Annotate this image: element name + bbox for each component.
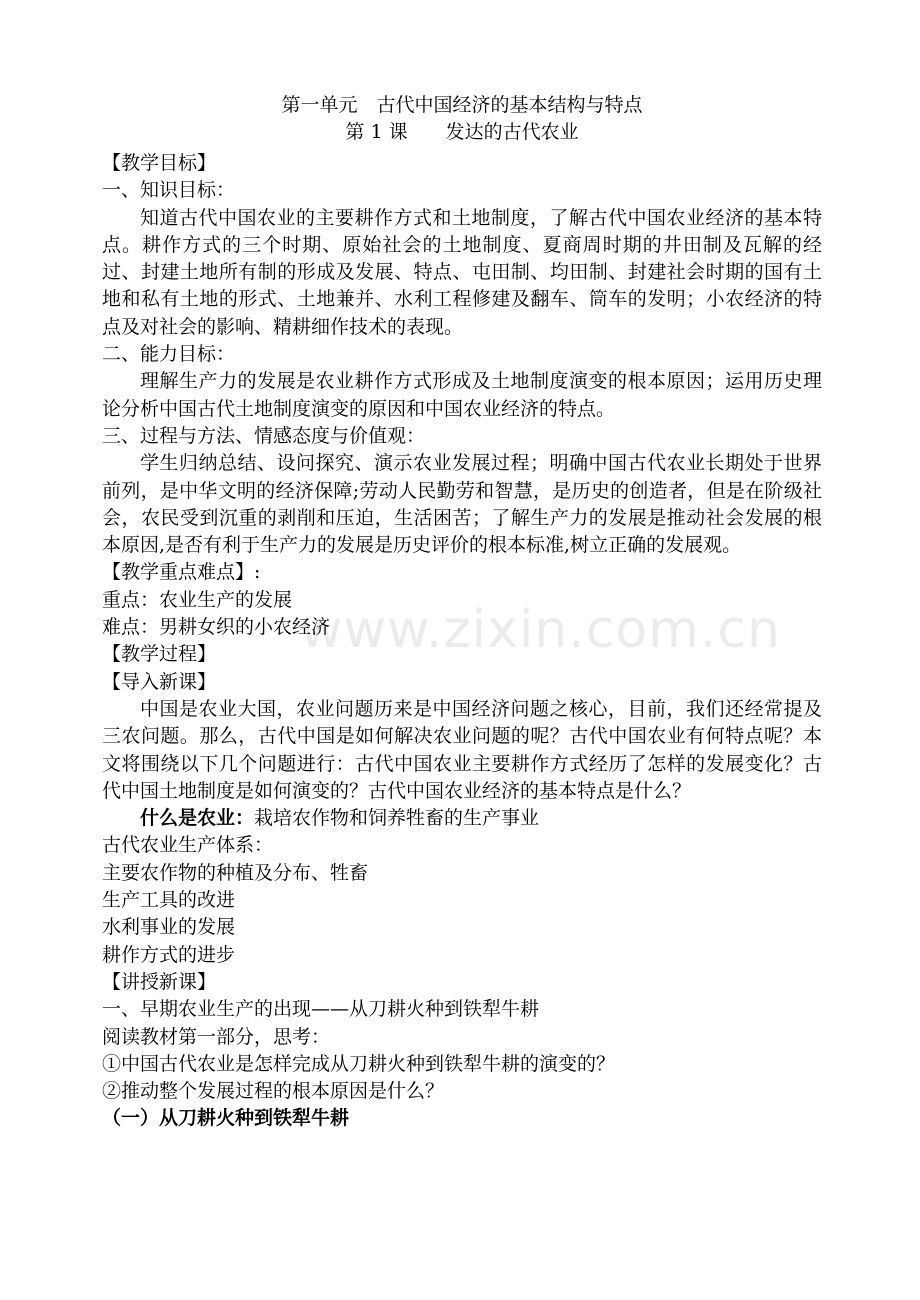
system-item: 耕作方式的进步 [102, 943, 236, 966]
process-heading: 三、过程与方法、情感态度与价值观： [102, 424, 426, 447]
ability-heading: 二、能力目标： [102, 343, 236, 366]
question-2: ②推动整个发展过程的根本原因是什么？ [102, 1080, 445, 1103]
difficulty-line: 难点：男耕女织的小农经济 [102, 616, 331, 639]
intro-paragraph: 中国是农业大国，农业问题历来是中国经济问题之核心，目前，我们还经常提及三农问题。那么，古代中国是如何解决农业问题的呢？古代中国农业有何特点呢？本文将围绕以下几个问题进行：古代中国农业主要耕作方式经历了怎样的发展变化？古代中国土地制度是如何演变的？古代中国农业经济的基本特点是什么？ [102, 697, 822, 802]
unit-title: 第一单元 古代中国经济的基本结构与特点 [281, 94, 643, 116]
definition-text: 栽培农作物和饲养牲畜的生产事业 [254, 807, 540, 830]
key-points-heading: 【教学重点难点】: [102, 561, 261, 584]
definition-term: 什么是农业： [140, 807, 255, 830]
system-heading: 古代农业生产体系： [102, 834, 274, 857]
process-paragraph: 学生归纳总结、设问探究、演示农业发展过程；明确中国古代农业长期处于世界前列，是中华文明的经济保障;劳动人民勤劳和智慧，是历史的创造者，但是在阶级社会，农民受到沉重的剥削和压迫，生活困苦；了解生产力的发展是推动社会发展的根本原因,是否有利于生产力的发展是历史评价的根本标准,树立正确的发展观。 [102, 452, 822, 557]
system-item: 水利事业的发展 [102, 916, 236, 939]
subsection-title: （一）从刀耕火种到铁犁牛耕 [102, 1107, 350, 1130]
section-title: 一、早期农业生产的出现——从刀耕火种到铁犁牛耕 [102, 998, 540, 1021]
question-1: ①中国古代农业是怎样完成从刀耕火种到铁犁牛耕的演变的？ [102, 1052, 616, 1075]
definition-line [102, 805, 822, 832]
objectives-heading: 【教学目标】 [102, 152, 217, 174]
system-item: 主要农作物的种植及分布、牲畜 [102, 861, 369, 884]
knowledge-heading: 一、知识目标： [102, 179, 236, 202]
reading-prompt: 阅读教材第一部分，思考： [102, 1025, 331, 1048]
watermark: www.zixin.com.cn [300, 600, 781, 660]
lesson-title: 第 1 课 发达的古代农业 [345, 121, 579, 143]
ability-paragraph: 理解生产力的发展是农业耕作方式形成及土地制度演变的根本原因；运用历史理论分析中国古代土地制度演变的原因和中国农业经济的特点。 [102, 370, 822, 420]
knowledge-paragraph: 知道古代中国农业的主要耕作方式和土地制度，了解古代中国农业经济的基本特点。耕作方式的三个时期、原始社会的土地制度、夏商周时期的井田制及瓦解的经过、封建土地所有制的形成及发展、特点、屯田制、均田制、封建社会时期的国有土地和私有土地的形式、土地兼并、水利工程修建及翻车、筒车的发明；小农经济的特点及对社会的影响、精耕细作技术的表现。 [102, 206, 822, 338]
intro-heading: 【导入新课】 [102, 670, 217, 693]
teaching-process-heading: 【教学过程】 [102, 643, 217, 666]
document-page [102, 92, 822, 1133]
focus-line: 重点：农业生产的发展 [102, 588, 293, 611]
system-item: 生产工具的改进 [102, 889, 236, 912]
lecture-heading: 【讲授新课】 [102, 970, 217, 993]
